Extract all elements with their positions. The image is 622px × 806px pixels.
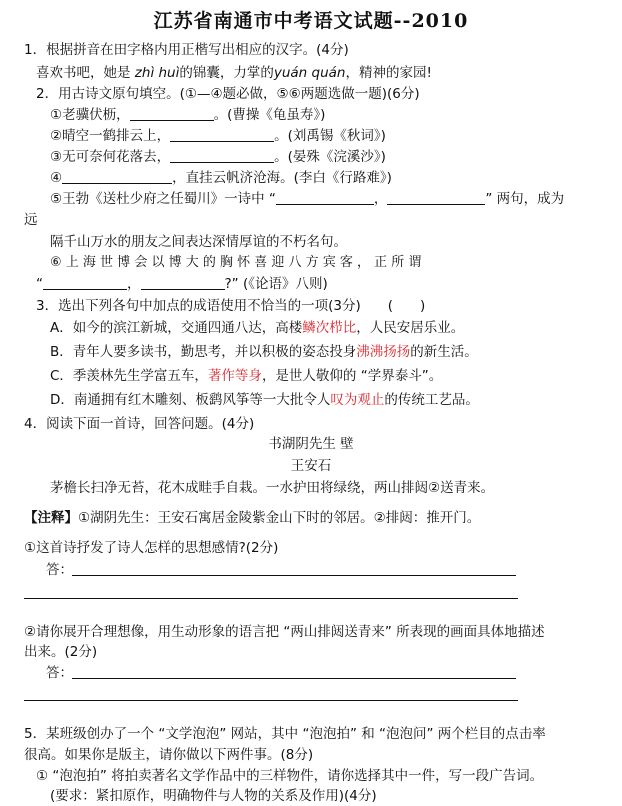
q2-line-4 xyxy=(50,168,392,188)
q2-l4-b: ，直挂云帆济沧海。(李白《行路难》) xyxy=(172,170,392,186)
q1-text-c: ，精神的家园! xyxy=(345,65,432,81)
q3-c-idiom: 著作等身 xyxy=(207,368,262,384)
q4-stem: 4．阅读下面一首诗，回答问题。(4分) xyxy=(24,416,255,432)
q1-stem: 1．根据拼音在田字格内用正楷写出相应的汉字。(4分) xyxy=(24,42,349,58)
q1-sentence xyxy=(36,63,432,83)
q4-note-label: 【注释】 xyxy=(24,510,78,526)
q4-sub-2-line-a: ②请你展开合理想像，用生动形象的语言把 “两山排闼送青来” 所表现的画面具体地描述 xyxy=(24,624,545,640)
q3-c-pre: C．季羡林先生学富五车， xyxy=(50,368,208,384)
q2-l5-wrap: 远 xyxy=(24,212,38,228)
q5-stem-line-b: 很高。如果你是版主，请你做以下两件事。(8分) xyxy=(24,747,314,763)
q2-l2-a: ②晴空一鹤排云上， xyxy=(50,128,171,144)
q3-a-pre: A．如今的滨江新城，交通四通八达，高楼 xyxy=(50,320,303,336)
q2-l1-blank[interactable] xyxy=(130,106,214,121)
q4-note xyxy=(24,508,480,528)
q2-l3-blank[interactable] xyxy=(170,148,274,163)
q2-l5-a: ⑤王勃《送杜少府之任蜀川》一诗中 “ xyxy=(50,191,276,207)
q2-l3-a: ③无可奈何花落去， xyxy=(50,149,171,165)
q2-stem: 2．用古诗文原句填空。(①—④题必做，⑤⑥两题选做一题)(6分) xyxy=(36,86,420,102)
q5-sub-1: ① “泡泡拍” 将拍卖著名文学作品中的三样物件，请你选择其中一件，写一段广告词。 xyxy=(36,768,544,784)
q2-l5-c: ” 两句，成为 xyxy=(485,191,565,207)
q3-d-pre: D．南通拥有红木雕刻、板鹞风筝等一大批令人 xyxy=(50,392,331,408)
q4-sub-2-answer-line-2[interactable] xyxy=(24,700,518,701)
q4-poem-title: 书湖阴先生 壁 xyxy=(268,436,354,452)
q3-option-c xyxy=(50,366,442,386)
q2-l6b-blank-2[interactable] xyxy=(141,275,225,290)
q2-l5-b: ， xyxy=(373,191,388,207)
q2-l2-b: 。(刘禹锡《秋词》) xyxy=(274,128,386,144)
q2-l1-a: ①老骥伏枥， xyxy=(50,107,130,123)
q2-l5-blank-2[interactable] xyxy=(387,190,485,205)
q2-l4-a: ④ xyxy=(50,170,63,186)
q1-text-b: 的锦囊，力掌的 xyxy=(179,65,274,81)
q3-a-idiom: 鳞次栉比 xyxy=(302,320,357,336)
q1-pinyin-1: zhì huì xyxy=(134,65,180,81)
q3-b-idiom: 沸沸扬扬 xyxy=(356,344,411,360)
q4-sub-1-answer-line-1[interactable] xyxy=(72,575,516,576)
q1-pinyin-2: yuán quán xyxy=(273,65,346,81)
q3-option-d xyxy=(50,390,479,410)
q4-poem-author: 王安石 xyxy=(290,458,332,474)
q2-line-3 xyxy=(50,147,386,167)
q2-line-6: ⑥ 上 海 世 博 会 以 博 大 的 胸 怀 喜 迎 八 方 宾 客 ， 正 所 谓 xyxy=(50,255,422,270)
q2-l5-cont: 隔千山万水的朋友之间表达深情厚谊的不朽名句。 xyxy=(50,234,347,250)
q4-sub-1: ①这首诗抒发了诗人怎样的思想感情?(2分) xyxy=(24,540,279,556)
q4-sub-1-answer-label: 答： xyxy=(46,562,73,578)
q2-line-5 xyxy=(50,189,564,209)
q3-d-idiom: 叹为观止 xyxy=(330,392,385,408)
q4-sub-1-answer-line-2[interactable] xyxy=(24,598,518,599)
q2-l6b-b: ， xyxy=(127,276,141,292)
q3-option-b xyxy=(50,342,478,362)
q1-text-a: 喜欢书吧，她是 xyxy=(36,65,131,81)
q2-l5-blank-1[interactable] xyxy=(276,190,374,205)
q2-line-1 xyxy=(50,105,325,125)
q4-sub-2-answer-line-1[interactable] xyxy=(72,678,516,679)
q3-stem: 3．选出下列各句中加点的成语使用不恰当的一项(3分) ( ) xyxy=(36,298,426,314)
q3-b-pre: B．青年人要多读书，勤思考，并以积极的姿态投身 xyxy=(50,344,357,360)
q2-l6b-blank-1[interactable] xyxy=(43,275,127,290)
q2-l2-blank[interactable] xyxy=(170,127,274,142)
q3-a-post: ，人民安居乐业。 xyxy=(356,320,465,336)
q4-sub-2-answer-label: 答： xyxy=(46,665,73,681)
q3-c-post: ，是世人敬仰的 “学界泰斗”。 xyxy=(261,368,443,384)
q2-l6b-a: “ xyxy=(36,276,43,292)
q3-option-a xyxy=(50,318,464,338)
page-title: 江苏省南通市中考语文试题--2010 xyxy=(153,10,469,32)
q2-l1-b: 。(曹操《龟虽寿》) xyxy=(213,107,326,123)
q2-l3-b: 。(晏殊《浣溪沙》) xyxy=(274,149,386,165)
q2-l4-blank[interactable] xyxy=(62,169,172,184)
q3-d-post: 的传统工艺品。 xyxy=(384,392,479,408)
q4-note-text: ①湖阴先生：王安石寓居金陵紫金山下时的邻居。②排闼：推开门。 xyxy=(78,510,481,526)
q5-stem-line-a: 5．某班级创办了一个 “文学泡泡” 网站，其中 “泡泡拍” 和 “泡泡问” 两个栏目的点击率 xyxy=(24,726,546,742)
q2-line-6b xyxy=(36,274,328,294)
q4-sub-2-line-b: 出来。(2分) xyxy=(24,644,98,660)
q2-l6b-c: ?” (《论语》八则) xyxy=(224,276,328,292)
q4-poem-text: 茅檐长扫净无苔，花木成畦手自栽。一水护田将绿绕，两山排闼②送青来。 xyxy=(50,480,495,496)
q2-line-2 xyxy=(50,126,386,146)
q5-sub-1-requirement: (要求：紧扣原作，明确物件与人物的关系及作用)(4分) xyxy=(50,788,377,804)
q3-b-post: 的新生活。 xyxy=(410,344,478,360)
